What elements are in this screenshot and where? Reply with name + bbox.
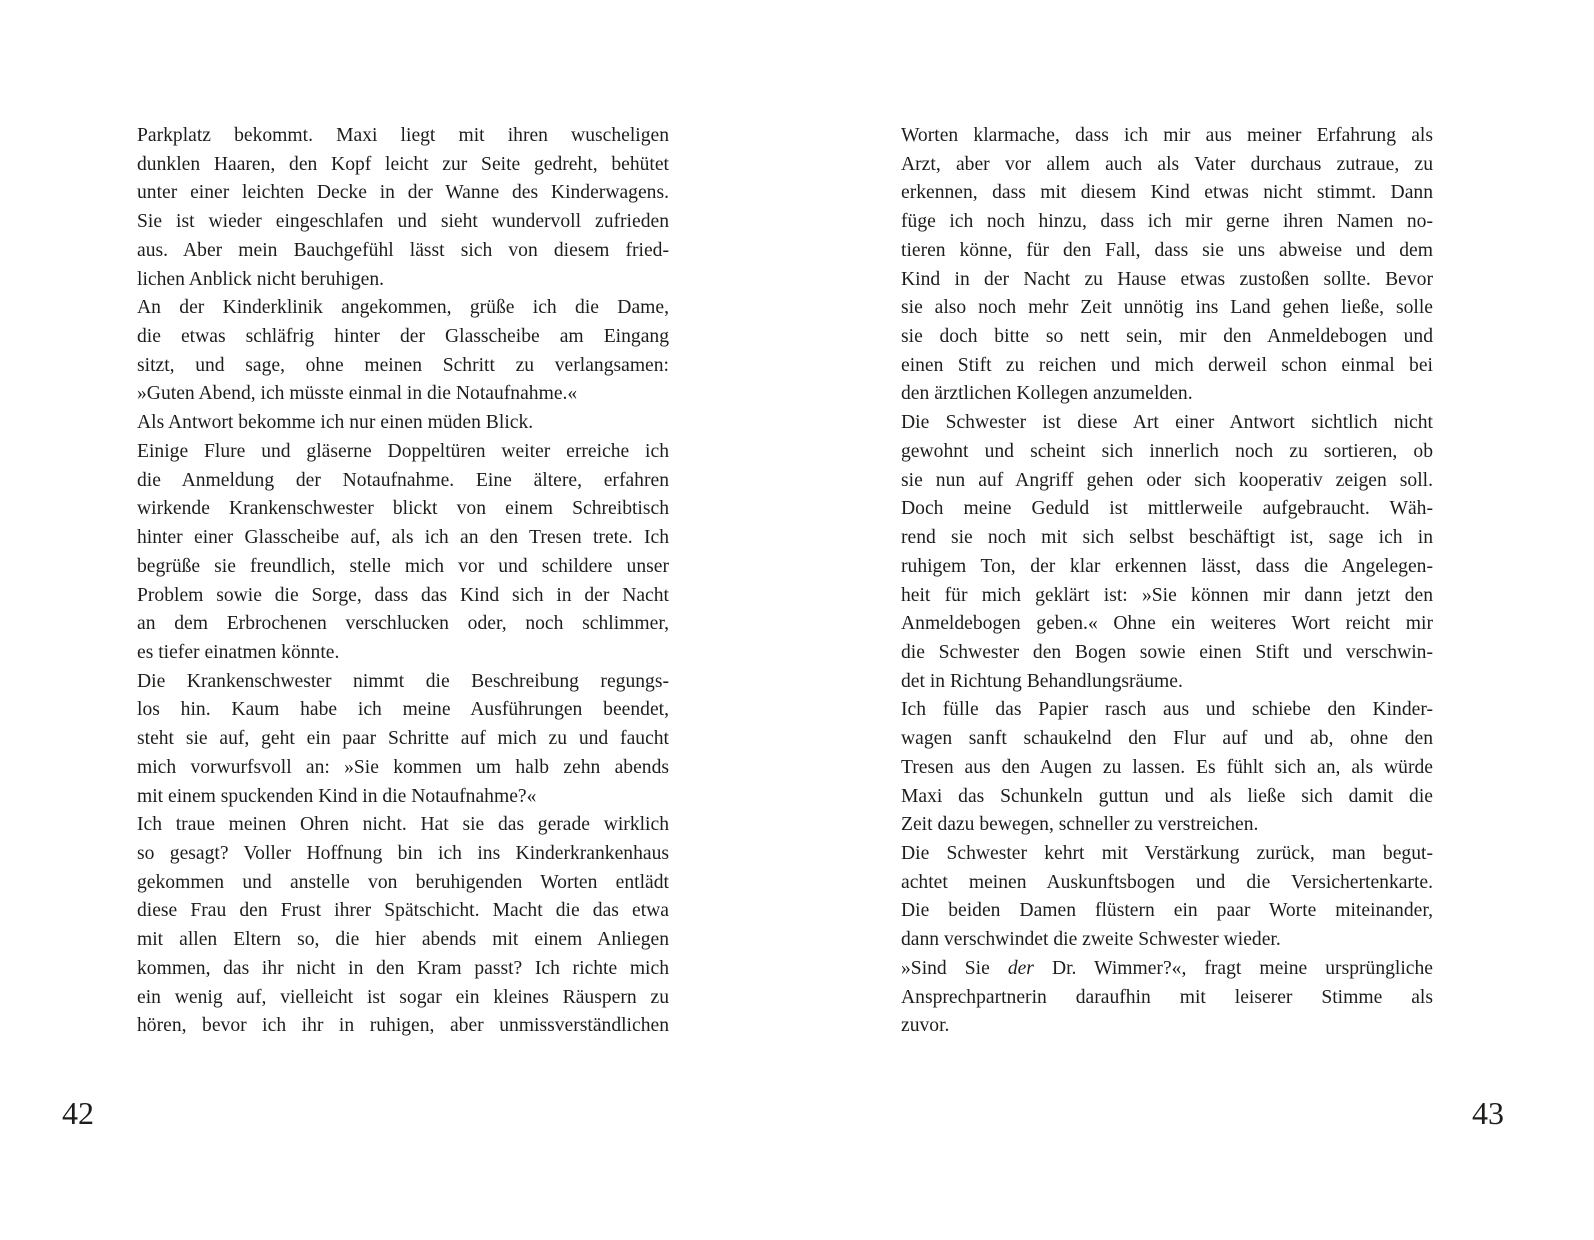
- text-line: Problem sowie die Sorge, dass das Kind sich in der Nacht: [137, 584, 669, 606]
- text-line: den ärztlichen Kollegen anzumelden.: [901, 383, 1193, 405]
- text-line: aus. Aber mein Bauchgefühl lässt sich von diesem fried-: [137, 239, 669, 261]
- text-line: die Schwester den Bogen sowie einen Stift und verschwin-: [901, 641, 1433, 663]
- text-line: es tiefer einatmen könnte.: [137, 641, 340, 663]
- text-segment: »Sind Sie: [901, 957, 1008, 979]
- text-line: zuvor.: [901, 1015, 950, 1037]
- text-line: »Guten Abend, ich müsste einmal in die Notaufnahme.«: [137, 383, 578, 405]
- text-line: dann verschwindet die zweite Schwester wieder.: [901, 929, 1281, 951]
- text-line: wirkende Krankenschwester blickt von einem Schreibtisch: [137, 498, 669, 520]
- text-line: mit einem spuckenden Kind in die Notaufnahme?«: [137, 785, 537, 807]
- text-line: Worten klarmache, dass ich mir aus meiner Erfahrung als: [901, 125, 1433, 146]
- text-line: Die beiden Damen flüstern ein paar Worte miteinander,: [901, 900, 1433, 922]
- text-line: so gesagt? Voller Hoffnung bin ich ins Kinderkrankenhaus: [137, 842, 669, 864]
- text-line: hinter einer Glasscheibe auf, als ich an den Tresen trete. Ich: [137, 527, 669, 549]
- text-line: Ich traue meinen Ohren nicht. Hat sie das gerade wirklich: [137, 814, 669, 836]
- page-number-right: 43: [1472, 1095, 1504, 1131]
- text-line: ein wenig auf, vielleicht ist sogar ein kleines Räuspern zu: [137, 986, 669, 1008]
- text-line: sitzt, und sage, ohne meinen Schritt zu verlangsamen:: [137, 354, 669, 376]
- text-line: gekommen und anstelle von beruhigenden Worten entlädt: [137, 871, 669, 893]
- text-line: wagen sanft schaukelnd den Flur auf und ab, ohne den: [901, 728, 1433, 750]
- page-number-left: 42: [62, 1095, 94, 1131]
- text-line: Die Schwester ist diese Art einer Antwort sichtlich nicht: [901, 412, 1433, 434]
- text-line: diese Frau den Frust ihrer Spätschicht. Macht die das etwa: [137, 900, 669, 922]
- text-line: ruhigem Ton, der klar erkennen lässt, dass die Angelegen-: [901, 555, 1433, 577]
- text-line: Maxi das Schunkeln guttun und als ließe sich damit die: [901, 785, 1433, 807]
- text-line: Doch meine Geduld ist mittlerweile aufgebraucht. Wäh-: [901, 498, 1433, 520]
- text-line: die Anmeldung der Notaufnahme. Eine ältere, erfahren: [137, 469, 669, 491]
- text-line: det in Richtung Behandlungsräume.: [901, 670, 1183, 692]
- text-line: gewohnt und scheint sich innerlich noch zu sortieren, ob: [901, 440, 1433, 462]
- text-line: füge ich noch hinzu, dass ich mir gerne ihren Namen no-: [901, 211, 1433, 233]
- text-line: lichen Anblick nicht beruhigen.: [137, 268, 385, 290]
- text-line: Die Krankenschwester nimmt die Beschreibung regungs-: [137, 670, 669, 692]
- text-line: Einige Flure und gläserne Doppeltüren weiter erreiche ich: [137, 440, 669, 462]
- text-line: An der Kinderklinik angekommen, grüße ich die Dame,: [137, 297, 669, 319]
- italic-word: der: [1007, 957, 1034, 979]
- text-segment: Dr. Wimmer?«, fragt meine ursprüngliche: [1033, 957, 1433, 979]
- text-line: sie nun auf Angriff gehen oder sich kooperativ zeigen soll.: [901, 469, 1433, 491]
- text-line: sie also noch mehr Zeit unnötig ins Land gehen ließe, solle: [901, 297, 1433, 319]
- text-line: Arzt, aber vor allem auch als Vater durchaus zutraue, zu: [901, 153, 1433, 175]
- right-page-text: [901, 122, 1433, 1041]
- text-line: tieren könne, für den Fall, dass sie uns abweise und dem: [901, 239, 1433, 261]
- text-line: Tresen aus den Augen zu lassen. Es fühlt sich an, als würde: [901, 756, 1433, 778]
- text-line: steht sie auf, geht ein paar Schritte auf mich zu und faucht: [137, 728, 669, 750]
- text-line: [901, 955, 1433, 984]
- text-line: unter einer leichten Decke in der Wanne des Kinderwagens.: [137, 182, 669, 204]
- text-line: Ansprechpartnerin daraufhin mit leiserer Stimme als: [901, 986, 1433, 1008]
- text-line: Zeit dazu bewegen, schneller zu verstreichen.: [901, 814, 1259, 836]
- left-page-text: [137, 122, 669, 1041]
- text-line: die etwas schläfrig hinter der Glasscheibe am Eingang: [137, 326, 669, 348]
- text-line: kommen, das ihr nicht in den Kram passt? Ich richte mich: [137, 957, 669, 979]
- text-line: rend sie noch mit sich selbst beschäftigt ist, sage ich in: [901, 527, 1433, 549]
- text-line: an dem Erbrochenen verschlucken oder, noch schlimmer,: [137, 613, 669, 635]
- text-line: sie doch bitte so nett sein, mir den Anmeldebogen und: [901, 326, 1433, 348]
- text-line: heit für mich geklärt ist: »Sie können mir dann jetzt den: [901, 584, 1433, 606]
- text-line: Ich fülle das Papier rasch aus und schiebe den Kinder-: [901, 699, 1433, 721]
- text-line: achtet meinen Auskunftsbogen und die Versichertenkarte.: [901, 871, 1433, 893]
- text-line: erkennen, dass mit diesem Kind etwas nicht stimmt. Dann: [901, 182, 1433, 204]
- text-line: mit allen Eltern so, die hier abends mit einem Anliegen: [137, 929, 669, 951]
- text-line: dunklen Haaren, den Kopf leicht zur Seite gedreht, behütet: [137, 153, 669, 175]
- text-line: Die Schwester kehrt mit Verstärkung zurück, man begut-: [901, 842, 1433, 864]
- text-line: Parkplatz bekommt. Maxi liegt mit ihren wuscheligen: [137, 125, 669, 146]
- text-line: einen Stift zu reichen und mich derweil schon einmal bei: [901, 354, 1433, 376]
- text-line: begrüße sie freundlich, stelle mich vor und schildere unser: [137, 555, 669, 577]
- text-line: hören, bevor ich ihr in ruhigen, aber unmissverständlichen: [137, 1015, 669, 1037]
- text-line: Sie ist wieder eingeschlafen und sieht wundervoll zufrieden: [137, 211, 669, 233]
- text-line: Anmeldebogen geben.« Ohne ein weiteres Wort reicht mir: [901, 613, 1433, 635]
- text-line: Kind in der Nacht zu Hause etwas zustoßen sollte. Bevor: [901, 268, 1433, 290]
- text-line: mich vorwurfsvoll an: »Sie kommen um halb zehn abends: [137, 756, 669, 778]
- text-line: Als Antwort bekomme ich nur einen müden Blick.: [137, 412, 534, 434]
- text-line: los hin. Kaum habe ich meine Ausführungen beendet,: [137, 699, 669, 721]
